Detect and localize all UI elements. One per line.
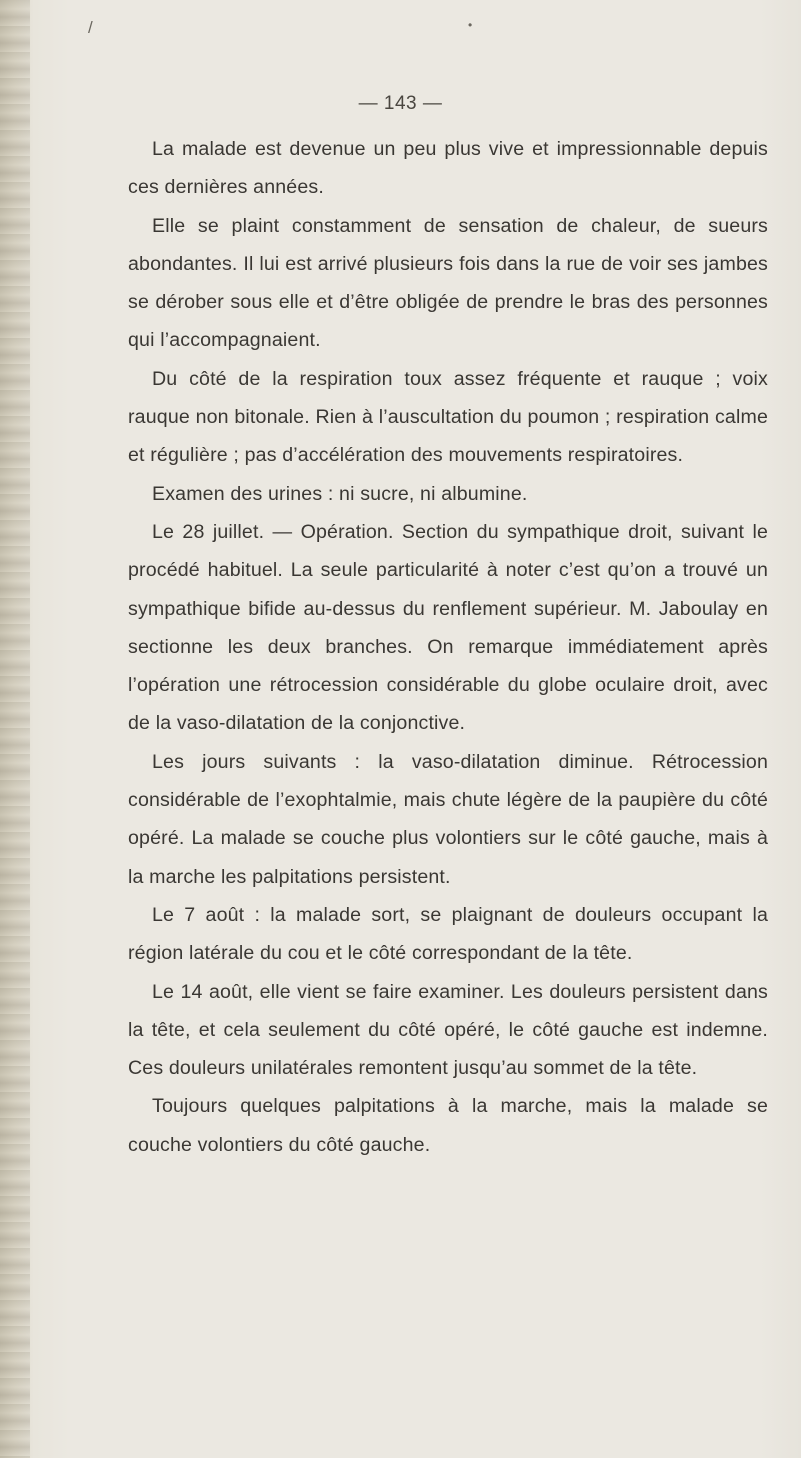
margin-mark-right: • [468,18,473,32]
paragraph-symptoms: Elle se plaint constamment de sensation de chaleur, de sueurs abondantes. Il lui est arrivé plusieurs fois dans la rue de voir ses jambes se dérober sous elle et d’être obligée de prendre le bras des personnes qui l’accompagnaient. [128,214,768,352]
binding-edge [0,0,30,1458]
paragraph-operation: Le 28 juillet. — Opération. Section du sympathique droit, suivant le procédé habituel. La seule particularité à noter c’est qu’on a trouvé un sympathique bifide au-dessus du renflement supérieur. M. Jaboulay en sectionne les deux branches. On remarque immédiatement après l’opération une rétrocession considérable du globe oculaire droit, avec de la vaso-dilatation de la conjonctive. [128,520,768,735]
paragraph-following-days: Les jours suivants : la vaso-dilatation diminue. Rétrocession considérable de l’exophtalmie, mais chute légère de la paupière du côté opéré. La malade se couche plus volontiers sur le côté gauche, mais à la marche les palpitations persistent. [128,750,768,888]
body-text [128,130,768,1164]
paragraph-disposition: La malade est devenue un peu plus vive et impressionnable depuis ces dernières années. [128,138,768,199]
margin-mark-left: / [88,18,93,37]
paragraph-palpitations: Toujours quelques palpitations à la marche, mais la malade se couche volontiers du côté gauche. [128,1095,768,1156]
paragraph-respiration: Du côté de la respiration toux assez fréquente et rauque ; voix rauque non bitonale. Rien à l’auscultation du poumon ; respiration calme et régulière ; pas d’accélération des mouvements respiratoires. [128,367,768,467]
page-number: — 143 — [358,93,443,114]
paragraph-august-7: Le 7 août : la malade sort, se plaignant de douleurs occupant la région latérale du cou et le côté correspondant de la tête. [128,903,768,965]
paragraph-august-14: Le 14 août, elle vient se faire examiner. Les douleurs persistent dans la tête, et cela seulement du côté opéré, le côté gauche est indemne. Ces douleurs unilatérales remontent jusqu’au sommet de la tête. [128,980,768,1080]
paragraph-urine-exam: Examen des urines : ni sucre, ni albumine. [152,482,528,505]
